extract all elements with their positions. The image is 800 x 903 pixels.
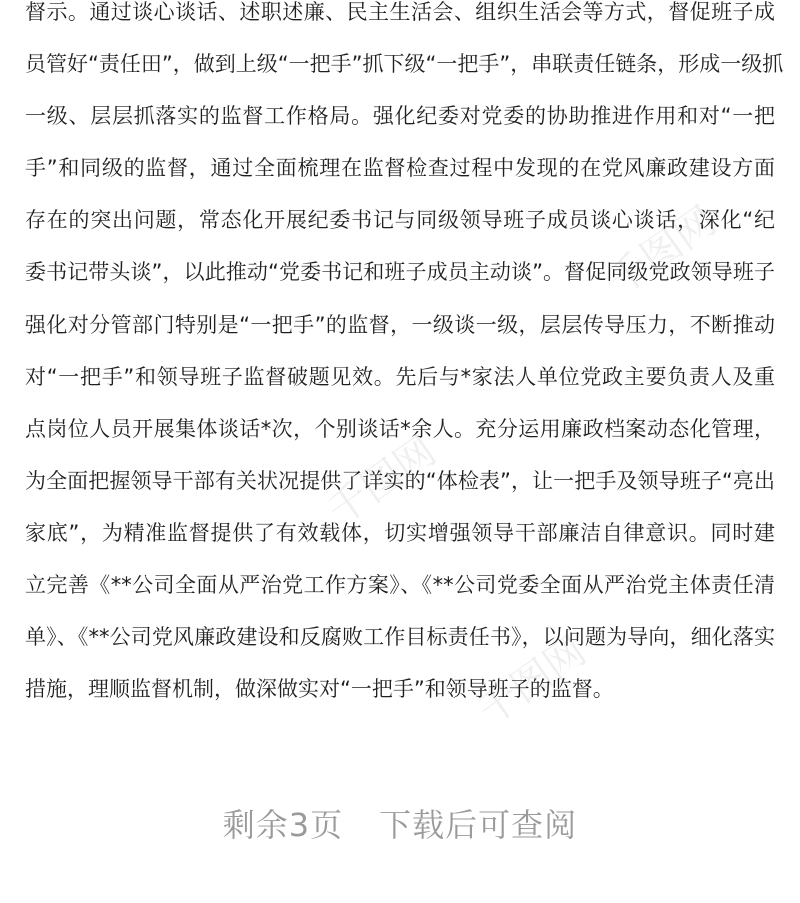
- text-line: 强化对分管部门特别是“一把手”的监督，一级谈一级，层层传导压力，不断推动: [25, 312, 775, 337]
- remaining-pages-notice[interactable]: [0, 800, 800, 846]
- text-line: 委书记带头谈”，以此推动“党委书记和班子成员主动谈”。督促同级党政领导班子: [25, 260, 775, 285]
- text-line: 督示。通过谈心谈话、述职述廉、民主生活会、组织生活会等方式，督促班子成: [25, 0, 775, 24]
- text-line: 立完善《**公司全面从严治党工作方案》、《**公司党委全面从严治党主体责任清: [25, 573, 775, 598]
- text-line: 存在的突出问题，常态化开展纪委书记与同级领导班子成员谈心谈话，深化“纪: [25, 208, 775, 233]
- watermark: 千图网: [319, 428, 445, 535]
- text-line: 员管好“责任田”，做到上级“一把手”抓下级“一把手”，串联责任链条，形成一级抓: [25, 52, 784, 77]
- watermark: 千图网: [599, 198, 725, 305]
- text-line: 点岗位人员开展集体谈话*次，个别谈话*余人。充分运用廉政档案动态化管理，: [25, 416, 775, 441]
- text-line: 手”和同级的监督，通过全面梳理在监督检查过程中发现的在党风廉政建设方面: [25, 156, 775, 181]
- download-to-view-label: 下载后可查阅: [379, 806, 578, 844]
- watermark: 千图网: [469, 628, 595, 735]
- text-line: 对“一把手”和领导班子监督破题见效。先后与*家法人单位党政主要负责人及重: [25, 364, 775, 389]
- text-line: 单》、《**公司党风廉政建设和反腐败工作目标责任书》，以问题为导向，细化落实: [25, 625, 775, 650]
- text-line: 为全面把握领导干部有关状况提供了详实的“体检表”，让一把手及领导班子“亮出: [25, 468, 775, 493]
- text-line: 一级、层层抓落实的监督工作格局。强化纪委对党委的协助推进作用和对“一把: [25, 104, 775, 129]
- text-line: 家底”，为精准监督提供了有效载体，切实增强领导干部廉洁自律意识。同时建: [25, 520, 775, 545]
- text-line: 措施，理顺监督机制，做深做实对“一把手”和领导班子的监督。: [25, 677, 614, 702]
- remaining-pages-count: 剩余3页: [222, 806, 344, 844]
